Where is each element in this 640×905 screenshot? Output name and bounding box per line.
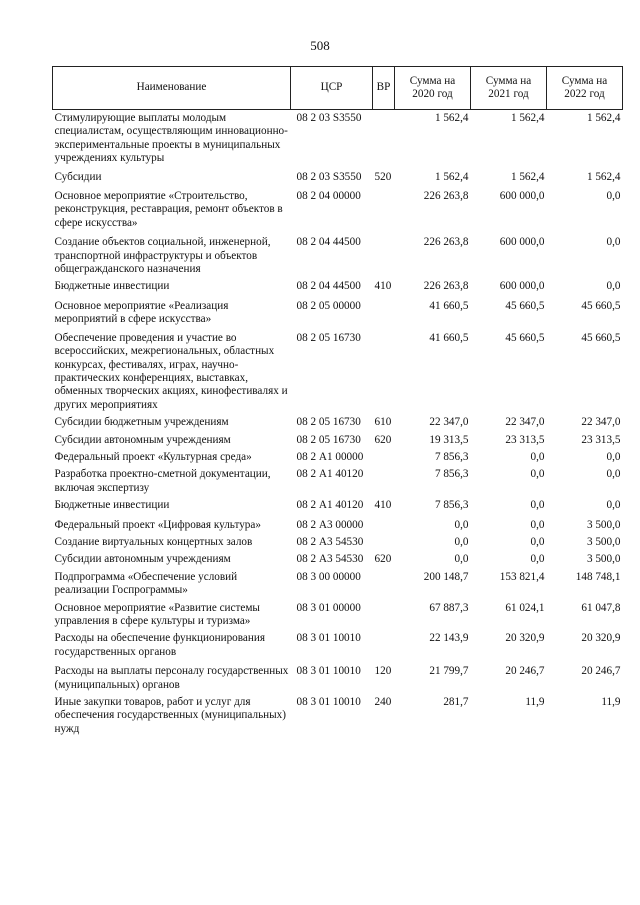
cell-name: Расходы на выплаты персоналу государственных (муниципальных) органов: [54, 665, 289, 691]
cell-name: Подпрограмма «Обеспечение условий реализации Госпрограммы»: [54, 570, 238, 597]
cell-csr: 08 2 А1 40120: [296, 468, 364, 481]
cell-name: Создание виртуальных концертных залов: [54, 535, 253, 548]
cell-sum-2021: 20 246,7: [505, 665, 545, 678]
cell-name: Субсидии автономным учреждениям: [54, 553, 231, 566]
cell-sum-2022: 3 500,0: [586, 518, 621, 531]
cell-name: Федеральный проект «Цифровая культура»: [54, 518, 261, 531]
header-name-label: Наименование: [136, 81, 207, 94]
table-body: [53, 110, 623, 737]
table-row: [53, 628, 623, 659]
table-row: [53, 447, 623, 464]
cell-name: Бюджетные инвестиции: [54, 280, 170, 293]
header-sum-2022-line1: Сумма на: [561, 74, 608, 87]
table-row: [53, 430, 623, 447]
page-number: 508: [310, 38, 330, 53]
cell-sum-2020: 19 313,5: [429, 433, 469, 446]
cell-sum-2021: 61 024,1: [505, 601, 545, 614]
header-csr: [291, 67, 373, 110]
cell-sum-2021: 600 000,0: [499, 236, 545, 249]
cell-sum-2022: 0,0: [606, 280, 621, 293]
cell-sum-2021: 23 313,5: [505, 433, 545, 446]
cell-vr: [373, 513, 395, 532]
cell-sum-2020: 7 856,3: [434, 468, 469, 481]
header-sum-2022-line2: 2022 год: [564, 88, 605, 100]
cell-vr: [373, 230, 395, 276]
cell-sum-2022: 0,0: [606, 190, 621, 203]
cell-vr: 410: [374, 499, 392, 512]
cell-csr: 08 2 05 16730: [296, 331, 361, 344]
cell-sum-2020: 226 263,8: [423, 236, 469, 249]
table-row: [53, 532, 623, 549]
header-sum-2020: [395, 67, 471, 110]
header-sum-2021: [471, 67, 547, 110]
cell-sum-2020: 1 562,4: [434, 170, 469, 183]
header-sum-2022: [547, 67, 623, 110]
cell-csr: 08 3 01 00000: [296, 601, 361, 614]
cell-vr: [373, 532, 395, 549]
cell-csr: 08 3 01 10010: [296, 632, 361, 645]
cell-sum-2021: 153 821,4: [499, 570, 545, 583]
cell-vr: 520: [374, 170, 392, 183]
cell-csr: 08 2 А3 00000: [296, 518, 364, 531]
cell-csr: 08 2 А3 54530: [296, 553, 364, 566]
cell-sum-2021: 0,0: [530, 553, 545, 566]
cell-sum-2022: 0,0: [606, 450, 621, 463]
cell-csr: 08 2 04 44500: [296, 236, 361, 249]
table-header: [53, 67, 623, 110]
cell-sum-2020: 226 263,8: [423, 280, 469, 293]
cell-sum-2020: 281,7: [443, 696, 469, 709]
cell-sum-2022: 0,0: [606, 236, 621, 249]
header-sum-2021-line1: Сумма на: [485, 74, 532, 87]
cell-sum-2021: 1 562,4: [510, 112, 545, 124]
table-row: [53, 598, 623, 629]
cell-sum-2020: 0,0: [454, 553, 469, 566]
cell-sum-2020: 7 856,3: [434, 450, 469, 463]
table-row: [53, 230, 623, 276]
cell-sum-2021: 22 347,0: [505, 416, 545, 429]
header-vr-label: ВР: [376, 81, 391, 94]
cell-name: Стимулирующие выплаты молодым специалистам, осуществляющим инновационно-экспериментальные проекты в муниципальных учреждениях культуры: [54, 112, 288, 165]
cell-sum-2021: 11,9: [525, 696, 545, 709]
cell-sum-2021: 600 000,0: [499, 190, 545, 203]
cell-vr: 240: [374, 696, 392, 709]
cell-csr: 08 2 А3 54530: [296, 535, 364, 548]
cell-vr: 620: [374, 433, 392, 446]
cell-csr: 08 2 05 16730: [296, 416, 361, 429]
cell-name: Обеспечение проведения и участие во всероссийских, межрегиональных, областных конкурсах, фестивалях, играх, научно-практических конференциях, выставках, обменных творческих акциях, кинофестивалях и других мероприятиях: [54, 331, 288, 411]
cell-sum-2020: 67 887,3: [429, 601, 469, 614]
table-row: [53, 495, 623, 512]
cell-csr: 08 2 03 S3550: [296, 112, 362, 124]
cell-vr: [373, 628, 395, 659]
table-row: [53, 327, 623, 412]
cell-vr: 120: [374, 665, 392, 678]
cell-name: Субсидии бюджетным учреждениям: [54, 416, 229, 429]
cell-sum-2021: 600 000,0: [499, 280, 545, 293]
cell-csr: 08 2 А1 40120: [296, 499, 364, 512]
cell-csr: 08 3 00 00000: [296, 570, 361, 583]
table-row: [53, 549, 623, 566]
cell-vr: [373, 447, 395, 464]
cell-sum-2022: 3 500,0: [586, 553, 621, 566]
cell-sum-2021: 0,0: [530, 518, 545, 531]
cell-sum-2020: 41 660,5: [429, 299, 469, 312]
cell-sum-2022: 11,9: [601, 696, 621, 709]
cell-name: Основное мероприятие «Строительство, реконструкция, реставрация, ремонт объектов в сфере искусства»: [54, 190, 283, 229]
cell-sum-2020: 22 143,9: [429, 632, 469, 645]
table-row: [53, 166, 623, 184]
cell-sum-2021: 0,0: [530, 499, 545, 512]
cell-name: Основное мероприятие «Развитие системы управления в сфере культуры и туризма»: [54, 601, 260, 627]
cell-sum-2022: 20 246,7: [581, 665, 621, 678]
table-row: [53, 464, 623, 495]
cell-vr: [373, 598, 395, 629]
table-row: [53, 567, 623, 598]
cell-sum-2022: 45 660,5: [581, 299, 621, 312]
header-vr: [373, 67, 395, 110]
cell-name: Субсидии: [54, 170, 102, 183]
cell-sum-2022: 61 047,8: [581, 601, 621, 614]
cell-sum-2022: 0,0: [606, 499, 621, 512]
cell-csr: 08 3 01 10010: [296, 665, 361, 678]
header-sum-2020-line1: Сумма на: [409, 74, 456, 87]
cell-sum-2021: 45 660,5: [505, 299, 545, 312]
cell-sum-2022: 1 562,4: [586, 170, 621, 183]
cell-sum-2020: 1 562,4: [434, 112, 469, 124]
cell-name: Разработка проектно-сметной документации, включая экспертизу: [54, 468, 271, 494]
cell-name: Бюджетные инвестиции: [54, 499, 170, 512]
cell-vr: [373, 567, 395, 598]
cell-sum-2020: 7 856,3: [434, 499, 469, 512]
budget-table: [52, 66, 623, 736]
cell-name: Расходы на обеспечение функционирования государственных органов: [54, 632, 265, 658]
cell-sum-2020: 41 660,5: [429, 331, 469, 344]
cell-vr: 610: [374, 416, 392, 429]
cell-name: Субсидии автономным учреждениям: [54, 433, 231, 446]
table-row: [53, 513, 623, 532]
cell-sum-2021: 0,0: [530, 535, 545, 548]
cell-sum-2020: 200 148,7: [423, 570, 469, 583]
cell-sum-2020: 0,0: [454, 535, 469, 548]
cell-csr: 08 2 05 16730: [296, 433, 361, 446]
cell-sum-2022: 22 347,0: [581, 416, 621, 429]
table-row: [53, 276, 623, 293]
table-row: [53, 294, 623, 327]
table-row: [53, 412, 623, 429]
cell-name: Основное мероприятие «Реализация мероприятий в сфере искусства»: [54, 299, 229, 326]
cell-vr: [373, 110, 395, 166]
cell-vr: [373, 184, 395, 230]
cell-sum-2021: 1 562,4: [510, 170, 545, 183]
cell-sum-2022: 0,0: [606, 468, 621, 481]
cell-sum-2022: 1 562,4: [586, 112, 621, 124]
cell-sum-2020: 21 799,7: [429, 665, 469, 678]
cell-vr: 620: [374, 553, 392, 566]
cell-vr: 410: [374, 280, 392, 293]
cell-sum-2021: 20 320,9: [505, 632, 545, 645]
table-row: [53, 659, 623, 692]
cell-csr: 08 2 05 00000: [296, 299, 361, 312]
header-name: [53, 67, 291, 110]
cell-vr: [373, 294, 395, 327]
cell-sum-2020: 0,0: [454, 518, 469, 531]
cell-csr: 08 2 04 00000: [296, 190, 361, 203]
cell-vr: [373, 327, 395, 412]
cell-csr: 08 2 04 44500: [296, 280, 361, 293]
header-sum-2021-line2: 2021 год: [488, 88, 529, 100]
cell-sum-2022: 148 748,1: [575, 570, 621, 583]
cell-sum-2022: 20 320,9: [581, 632, 621, 645]
cell-sum-2020: 226 263,8: [423, 190, 469, 203]
cell-sum-2022: 23 313,5: [581, 433, 621, 446]
cell-csr: 08 2 03 S3550: [296, 170, 362, 183]
cell-name: Создание объектов социальной, инженерной, транспортной инфраструктуры и объектов общегражданского назначения: [54, 236, 271, 276]
cell-sum-2021: 0,0: [530, 450, 545, 463]
table-row: [53, 184, 623, 230]
cell-vr: [373, 464, 395, 495]
table-row: [53, 110, 623, 166]
table-row: [53, 692, 623, 736]
cell-csr: 08 2 А1 00000: [296, 450, 364, 463]
header-sum-2020-line2: 2020 год: [412, 88, 453, 100]
cell-sum-2022: 3 500,0: [586, 535, 621, 548]
cell-name: Иные закупки товаров, работ и услуг для обеспечения государственных (муниципальных) нужд: [54, 696, 286, 735]
cell-name: Федеральный проект «Культурная среда»: [54, 450, 252, 463]
cell-sum-2021: 0,0: [530, 468, 545, 481]
cell-sum-2021: 45 660,5: [505, 331, 545, 344]
cell-sum-2020: 22 347,0: [429, 416, 469, 429]
cell-csr: 08 3 01 10010: [296, 696, 361, 709]
header-csr-label: ЦСР: [320, 81, 343, 94]
cell-sum-2022: 45 660,5: [581, 331, 621, 344]
